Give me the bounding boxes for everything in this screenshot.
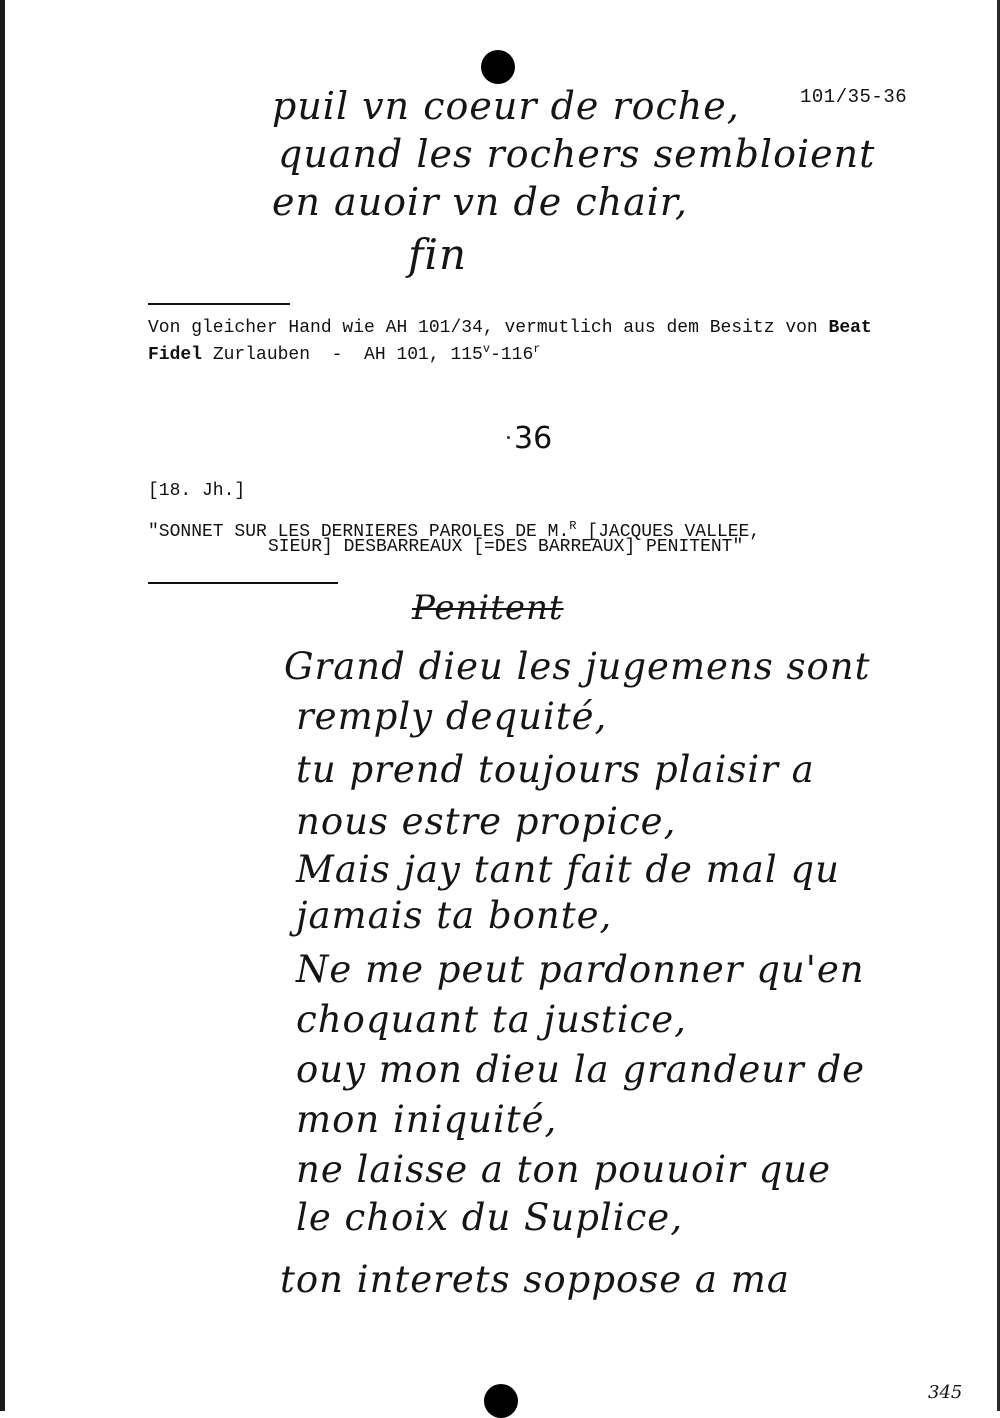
- poem-line-5: Mais jay tant fait de mal qu: [296, 848, 840, 891]
- archival-note-line-2: [148, 339, 541, 366]
- note-range-end: -116: [490, 345, 534, 365]
- poem-heading-struck: Penitent: [412, 588, 564, 628]
- ink-speck: [507, 436, 510, 439]
- title-part-a: "SONNET SUR LES DERNIERES PAROLES DE M.: [148, 522, 570, 542]
- poem-line-10: mon iniquité,: [296, 1098, 558, 1141]
- poem-line-2: remply dequité,: [296, 695, 608, 738]
- note-name-fidel: Fidel: [148, 345, 203, 365]
- poem-line-3: tu prend toujours plaisir a: [296, 748, 815, 791]
- archival-note-line-1: Von gleicher Hand wie AH 101/34, vermutlich aus dem Besitz von Beat: [148, 318, 872, 338]
- title-line-2: SIEUR] DESBARREAUX [=DES BARREAUX] PENITENT": [268, 537, 744, 557]
- poem-line-11: ne laisse a ton pouuoir que: [296, 1148, 831, 1191]
- handwritten-line-3: en auoir vn de chair,: [272, 180, 688, 224]
- handwritten-line-2: quand les rochers sembloient: [278, 132, 876, 176]
- scan-left-edge: [0, 0, 5, 1411]
- note-sup-r: r: [533, 342, 541, 356]
- punch-hole-bottom: [484, 1384, 518, 1418]
- poem-line-12: le choix du Suplice,: [296, 1196, 683, 1239]
- title-sup: R: [569, 519, 577, 533]
- page-number: 36: [514, 421, 553, 456]
- handwritten-line-1: puil vn coeur de roche,: [272, 84, 740, 128]
- poem-line-13: ton interets soppose a ma: [280, 1258, 790, 1301]
- note-prefix: Von gleicher Hand wie AH 101/34: [148, 318, 483, 338]
- note-name-beat: Beat: [828, 318, 872, 338]
- poem-line-6: jamais ta bonte,: [296, 894, 613, 937]
- separator-rule-1: [148, 303, 290, 305]
- poem-line-9: ouy mon dieu la grandeur de: [296, 1048, 866, 1091]
- title-part-b: [JACQUES VALLEE,: [576, 522, 761, 542]
- poem-line-4: nous estre propice,: [296, 800, 677, 843]
- reference-number: 101/35-36: [800, 86, 908, 108]
- poem-line-8: choquant ta justice,: [296, 998, 687, 1041]
- punch-hole-top: [481, 50, 515, 84]
- date-label: [18. Jh.]: [148, 481, 246, 501]
- handwritten-fin: fin: [408, 230, 468, 279]
- separator-rule-2: [148, 582, 338, 584]
- poem-line-7: Ne me peut pardonner qu'en: [296, 948, 865, 991]
- folio-mark: 345: [928, 1382, 963, 1403]
- note-mid: vermutlich aus dem Besitz von: [493, 318, 829, 338]
- poem-line-1: Grand dieu les jugemens sont: [284, 645, 871, 688]
- note-suffix: Zurlauben - AH 101, 115: [202, 345, 483, 365]
- note-sup-v: v: [482, 342, 491, 356]
